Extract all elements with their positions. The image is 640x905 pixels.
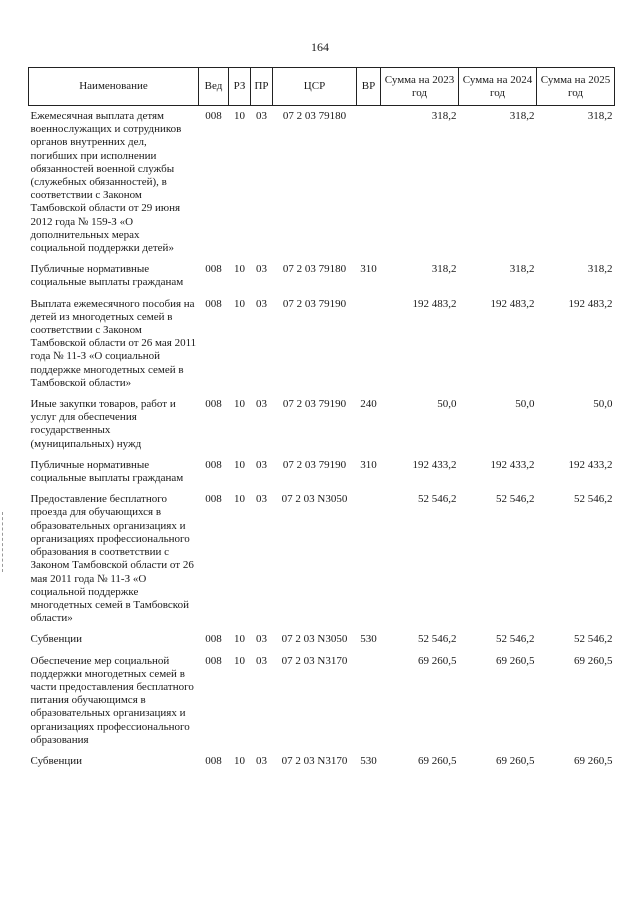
table-row bbox=[29, 106, 615, 260]
row-sum-2024: 318,2 bbox=[509, 110, 535, 122]
row-pr: 03 bbox=[256, 398, 267, 411]
table-row bbox=[29, 651, 615, 751]
row-sum-2024: 192 433,2 bbox=[490, 458, 535, 471]
row-name: Субвенции bbox=[30, 633, 83, 646]
table-row bbox=[29, 751, 615, 772]
row-csr: 07 2 03 79190 bbox=[282, 458, 347, 471]
budget-table bbox=[28, 67, 615, 772]
row-csr: 07 2 03 N3170 bbox=[281, 654, 348, 667]
row-sum-2023: 69 260,5 bbox=[418, 754, 457, 767]
row-vr: 310 bbox=[360, 458, 377, 471]
row-rz: 10 bbox=[234, 654, 245, 667]
row-vr bbox=[357, 294, 381, 394]
row-sum-2024: 50,0 bbox=[515, 398, 535, 411]
row-rz: 10 bbox=[234, 263, 245, 276]
row-sum-2023: 52 546,2 bbox=[418, 493, 457, 506]
row-pr: 03 bbox=[256, 458, 267, 471]
table-row bbox=[29, 259, 615, 293]
row-name: Субвенции bbox=[30, 754, 83, 767]
row-sum-2023: 192 433,2 bbox=[412, 458, 457, 471]
row-pr: 03 bbox=[256, 297, 267, 310]
row-sum-2025: 192 433,2 bbox=[568, 458, 613, 471]
row-ved: 008 bbox=[205, 297, 222, 310]
row-csr: 07 2 03 N3170 bbox=[281, 754, 348, 767]
row-sum-2023: 50,0 bbox=[437, 398, 457, 411]
header-sum-2023: Сумма на 2023 год bbox=[381, 68, 459, 106]
row-vr bbox=[357, 651, 381, 751]
header-ved: Вед bbox=[199, 68, 229, 106]
row-ved: 008 bbox=[205, 263, 222, 276]
row-pr: 03 bbox=[256, 263, 267, 276]
row-sum-2024: 318,2 bbox=[509, 263, 535, 276]
row-sum-2023: 52 546,2 bbox=[418, 633, 457, 646]
row-pr: 03 bbox=[256, 654, 267, 667]
row-csr: 07 2 03 79190 bbox=[282, 398, 347, 411]
row-rz: 10 bbox=[234, 297, 245, 310]
row-pr: 03 bbox=[256, 633, 267, 646]
header-csr: ЦСР bbox=[273, 68, 357, 106]
row-rz: 10 bbox=[234, 754, 245, 767]
row-sum-2025: 52 546,2 bbox=[574, 633, 613, 646]
table-body bbox=[29, 106, 615, 773]
row-vr bbox=[357, 106, 381, 260]
row-csr: 07 2 03 N3050 bbox=[281, 633, 348, 646]
margin-mark bbox=[2, 512, 5, 572]
row-sum-2025: 69 260,5 bbox=[574, 654, 613, 667]
row-name: Обеспечение мер социальной поддержки многодетных семей в части предоставления бесплатного питания обучающимся в образовательных организациях и организациях профессионального образования bbox=[30, 654, 194, 746]
row-sum-2025: 192 483,2 bbox=[568, 297, 613, 310]
table-row bbox=[29, 294, 615, 394]
header-pr: ПР bbox=[251, 68, 273, 106]
row-sum-2024: 52 546,2 bbox=[496, 493, 535, 506]
table-header bbox=[29, 68, 615, 106]
row-ved: 008 bbox=[205, 754, 222, 767]
table-row bbox=[29, 455, 615, 489]
row-name: Иные закупки товаров, работ и услуг для обеспечения государственных (муниципальных) нужд bbox=[30, 398, 176, 450]
row-csr: 07 2 03 79180 bbox=[282, 263, 347, 276]
row-sum-2025: 318,2 bbox=[587, 263, 613, 276]
row-pr: 03 bbox=[256, 493, 267, 506]
header-vr: ВР bbox=[357, 68, 381, 106]
row-sum-2025: 69 260,5 bbox=[574, 754, 613, 767]
row-sum-2024: 69 260,5 bbox=[496, 754, 535, 767]
row-rz: 10 bbox=[234, 493, 245, 506]
header-row bbox=[29, 68, 615, 106]
header-sum-2024: Сумма на 2024 год bbox=[459, 68, 537, 106]
row-ved: 008 bbox=[205, 398, 222, 411]
row-csr: 07 2 03 N3050 bbox=[281, 493, 348, 506]
table-row bbox=[29, 629, 615, 650]
row-name: Предоставление бесплатного проезда для обучающихся в образовательных организациях и организациях профессионального образования в соответствии с Законом Тамбовской области от 26 мая 2011 года № 11-З «О социальной поддержке многодетных семей в Тамбовской области» bbox=[30, 493, 194, 625]
row-sum-2025: 52 546,2 bbox=[574, 493, 613, 506]
row-sum-2024: 192 483,2 bbox=[490, 297, 535, 310]
row-vr: 530 bbox=[360, 754, 377, 767]
header-rz: РЗ bbox=[229, 68, 251, 106]
header-sum-2025: Сумма на 2025 год bbox=[537, 68, 615, 106]
row-rz: 10 bbox=[234, 110, 245, 122]
row-vr: 310 bbox=[360, 263, 377, 276]
row-name: Публичные нормативные социальные выплаты гражданам bbox=[30, 458, 184, 485]
table-row bbox=[29, 394, 615, 455]
row-vr bbox=[357, 489, 381, 629]
row-sum-2023: 318,2 bbox=[431, 110, 457, 122]
row-name: Ежемесячная выплата детям военнослужащих и сотрудников органов внутренних дел, погибших при исполнении обязанностей военной службы (служебных обязанностей), в соответствии с Законом Тамбовской области от 29 июня 2012 года № 159-З «О дополнительных мерах социальной поддержки детей» bbox=[30, 110, 182, 255]
row-ved: 008 bbox=[205, 654, 222, 667]
row-vr: 240 bbox=[360, 398, 377, 411]
row-rz: 10 bbox=[234, 633, 245, 646]
row-sum-2023: 192 483,2 bbox=[412, 297, 457, 310]
row-pr: 03 bbox=[256, 110, 267, 122]
row-name: Публичные нормативные социальные выплаты гражданам bbox=[30, 263, 184, 289]
row-sum-2023: 318,2 bbox=[431, 263, 457, 276]
row-vr: 530 bbox=[360, 633, 377, 646]
row-csr: 07 2 03 79190 bbox=[282, 297, 347, 310]
table-row bbox=[29, 489, 615, 629]
row-ved: 008 bbox=[205, 458, 222, 471]
row-ved: 008 bbox=[205, 493, 222, 506]
row-rz: 10 bbox=[234, 458, 245, 471]
row-name: Выплата ежемесячного пособия на детей из многодетных семей в соответствии с Законом Тамбовской области от 26 мая 2011 года № 11-З «О социальной поддержке многодетных семей в Тамбовской области» bbox=[30, 297, 197, 389]
row-csr: 07 2 03 79180 bbox=[282, 110, 347, 122]
page-number: 164 bbox=[311, 40, 329, 54]
row-ved: 008 bbox=[205, 633, 222, 646]
row-sum-2024: 69 260,5 bbox=[496, 654, 535, 667]
row-ved: 008 bbox=[205, 110, 222, 122]
row-pr: 03 bbox=[256, 754, 267, 767]
row-sum-2024: 52 546,2 bbox=[496, 633, 535, 646]
row-sum-2025: 50,0 bbox=[593, 398, 613, 411]
row-sum-2025: 318,2 bbox=[587, 110, 613, 122]
header-name: Наименование bbox=[29, 68, 199, 106]
row-sum-2023: 69 260,5 bbox=[418, 654, 457, 667]
row-rz: 10 bbox=[234, 398, 245, 411]
